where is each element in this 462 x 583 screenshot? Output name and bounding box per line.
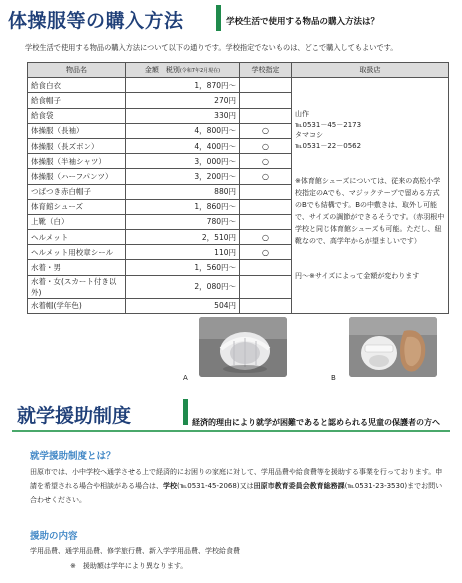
item-price: 3，200円～: [126, 169, 240, 184]
shoe-photo-a: [199, 317, 287, 377]
item-name: 体育館シューズ: [28, 199, 126, 214]
aid-content-heading: 援助の内容: [30, 531, 78, 542]
item-name: つばつき赤白帽子: [28, 184, 126, 199]
office-tel: (℡0531-23-3530): [344, 482, 408, 490]
shop1-name: 山作: [295, 109, 309, 118]
price-footnote: 円～※サイズによって金額が変わります: [295, 272, 420, 281]
price-table: [27, 62, 449, 314]
item-name: 体操服（長袖）: [28, 123, 126, 138]
header-item: 物品名: [28, 63, 126, 78]
intro-text: 学校生活で使用する物品の購入方法について以下の通りです。学校指定でないものは、どこで購入してもよいです。: [25, 43, 398, 52]
item-name: 上靴（白）: [28, 214, 126, 229]
accent-bar-2: [183, 399, 188, 425]
designated-mark: [240, 199, 292, 214]
header-price-note: (令和7年2月現在): [179, 68, 221, 75]
aid-description: 田原市では、小中学校へ通学させる上で経済的にお困りの家庭に対して、学用品費や給食費等を援助する事業を行っております。申請を希望される場合や相談がある場合は、学校(℡0531-45-2068)又は田原市教育委員会教育総務課(℡0531-23-3530)までお問い合わせください。: [30, 468, 443, 504]
designated-mark: ○: [240, 154, 292, 169]
table-header-row: [28, 63, 449, 78]
school-tel: (℡0531-45-2068): [177, 482, 240, 490]
section-subtitle-aid: 経済的理由により就学が困難であると認められる児童の保護者の方へ: [192, 418, 440, 427]
shop-cell: [292, 78, 449, 314]
header-designated: 学校指定: [240, 63, 292, 78]
item-price: 1，860円～: [126, 199, 240, 214]
accent-bar: [216, 5, 221, 31]
item-price: 330円: [126, 108, 240, 123]
item-price: 270円: [126, 93, 240, 108]
designated-mark: [240, 214, 292, 229]
item-price: 1，560円～: [126, 260, 240, 275]
shop2-name: タマコシ: [295, 131, 323, 140]
shop2-tel: ℡0531－22－0562: [295, 142, 362, 151]
table-row: [28, 78, 449, 93]
item-name: ヘルメット: [28, 230, 126, 245]
item-price: 880円: [126, 184, 240, 199]
designated-mark: ○: [240, 230, 292, 245]
education-office: 田原市教育委員会教育総務課: [253, 482, 345, 490]
designated-mark: [240, 298, 292, 313]
item-name: 給食白衣: [28, 78, 126, 93]
designated-mark: ○: [240, 169, 292, 184]
item-name: 体操服（長ズボン）: [28, 138, 126, 153]
aid-question-heading: 就学援助制度とは？: [30, 451, 116, 462]
section-title-aid: 就学援助制度: [17, 405, 132, 427]
designated-mark: ○: [240, 123, 292, 138]
section-divider: [12, 430, 450, 432]
shoe-b-image: [349, 317, 437, 377]
item-name: ヘルメット用校章シール: [28, 245, 126, 260]
item-price: 1，870円～: [126, 78, 240, 93]
header-price: 金額 税別(令和7年2月現在): [126, 63, 240, 78]
item-price: 2，080円～: [126, 275, 240, 298]
item-name: 体操服（半袖シャツ）: [28, 154, 126, 169]
section-subtitle-purchase: 学校生活で使用する物品の購入方法は？: [226, 17, 380, 27]
aid-items-list: 学用品費、通学用品費、修学旅行費、新入学学用品費、学校給食費: [30, 547, 240, 555]
designated-mark: ○: [240, 138, 292, 153]
item-price: 780円～: [126, 214, 240, 229]
designated-mark: [240, 275, 292, 298]
item-name: 水着帽(学年色): [28, 298, 126, 313]
item-price: 3，000円～: [126, 154, 240, 169]
designated-mark: [240, 108, 292, 123]
school-contact: 学校: [163, 482, 177, 490]
item-name: 給食帽子: [28, 93, 126, 108]
item-name: 体操服（ハーフパンツ）: [28, 169, 126, 184]
header-shop: 取扱店: [292, 63, 449, 78]
item-name: 水着・女(スカート付き以外): [28, 275, 126, 298]
designated-mark: [240, 78, 292, 93]
item-price: 504円: [126, 298, 240, 313]
shoe-photo-b: [349, 317, 437, 377]
designated-mark: ○: [240, 245, 292, 260]
item-price: 4，800円～: [126, 123, 240, 138]
photo-a-label: A: [183, 374, 188, 382]
shoes-note: ※体育館シューズについては、従来の高松小学校指定のAでも、マジックテープで留める方式のBでも結構です。Bの中敷きは、取外し可能で、サイズの調節ができるそうです。（赤羽根中学校と同じ体育館シューズも可能。ただし、紐靴なので、高学年からが望ましいです）: [295, 177, 445, 245]
item-price: 4，400円～: [126, 138, 240, 153]
item-name: 給食袋: [28, 108, 126, 123]
shop1-tel: ℡0531－45－2173: [295, 120, 362, 129]
section-title-purchase: 体操服等の購入方法: [8, 10, 184, 32]
aid-amount-note: ※ 援助額は学年により異なります。: [70, 562, 188, 570]
item-price: 2，510円: [126, 230, 240, 245]
photo-b-label: B: [331, 374, 336, 382]
designated-mark: [240, 260, 292, 275]
designated-mark: [240, 184, 292, 199]
designated-mark: [240, 93, 292, 108]
item-price: 110円: [126, 245, 240, 260]
shoe-a-image: [199, 317, 287, 377]
item-name: 水着・男: [28, 260, 126, 275]
